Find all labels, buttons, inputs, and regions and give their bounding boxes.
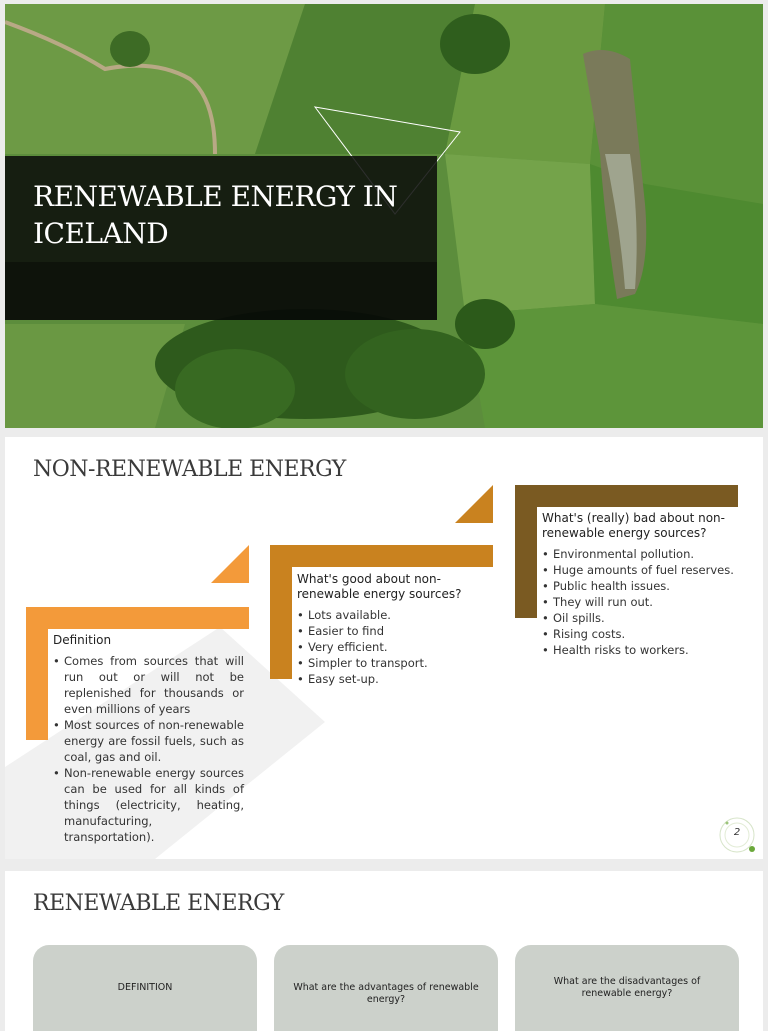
title-band-lower — [5, 262, 437, 320]
non-renewable-slide — [5, 437, 763, 859]
list-item: • Comes from sources that will run out or will not be replenished for thousands or even millions of years — [64, 653, 244, 717]
card-label: DEFINITION — [117, 982, 173, 993]
disadvantages-card — [515, 945, 739, 1031]
list-item: • Environmental pollution. — [553, 546, 738, 562]
list-item: • Simpler to transport. — [308, 655, 487, 671]
page-number: 2 — [733, 827, 741, 838]
definition-box — [53, 633, 244, 845]
list-item: • They will run out. — [553, 594, 738, 610]
list-item: • Non-renewable energy sources can be used for all kinds of things (electricity, heating, manufacturing, transportation). — [64, 765, 244, 845]
list-item: • Easy set-up. — [308, 671, 487, 687]
list-item: • Lots available. — [308, 607, 487, 623]
title-slide — [5, 4, 763, 428]
bad-heading: What's (really) bad about non-renewable energy sources? — [542, 511, 725, 540]
list-item: • Huge amounts of fuel reserves. — [553, 562, 738, 578]
definition-card — [33, 945, 257, 1031]
step1-triangle — [211, 545, 249, 583]
card-label: What are the advantages of renewable energy? — [293, 982, 479, 1005]
list-item: • Very efficient. — [308, 639, 487, 655]
presentation-title: RENEWABLE ENERGY IN ICELAND — [33, 180, 398, 250]
page-number-badge — [717, 815, 757, 855]
list-item: • Rising costs. — [553, 626, 738, 642]
good-box — [297, 572, 487, 687]
good-heading: What's good about non-renewable energy sources? — [297, 572, 462, 601]
slide-title: RENEWABLE ENERGY — [33, 891, 284, 916]
advantages-card — [274, 945, 498, 1031]
list-item: • Public health issues. — [553, 578, 738, 594]
card-label: What are the disadvantages of renewable energy? — [553, 976, 701, 999]
step2-triangle — [455, 485, 493, 523]
slide-title: NON-RENEWABLE ENERGY — [33, 457, 346, 482]
list-item: • Most sources of non-renewable energy are fossil fuels, such as coal, gas and oil. — [64, 717, 244, 765]
renewable-slide — [5, 871, 763, 1031]
definition-heading: Definition — [53, 633, 112, 647]
list-item: • Easier to find — [308, 623, 487, 639]
list-item: • Oil spills. — [553, 610, 738, 626]
bad-box — [542, 511, 738, 658]
title-band — [5, 156, 437, 320]
list-item: • Health risks to workers. — [553, 642, 738, 658]
